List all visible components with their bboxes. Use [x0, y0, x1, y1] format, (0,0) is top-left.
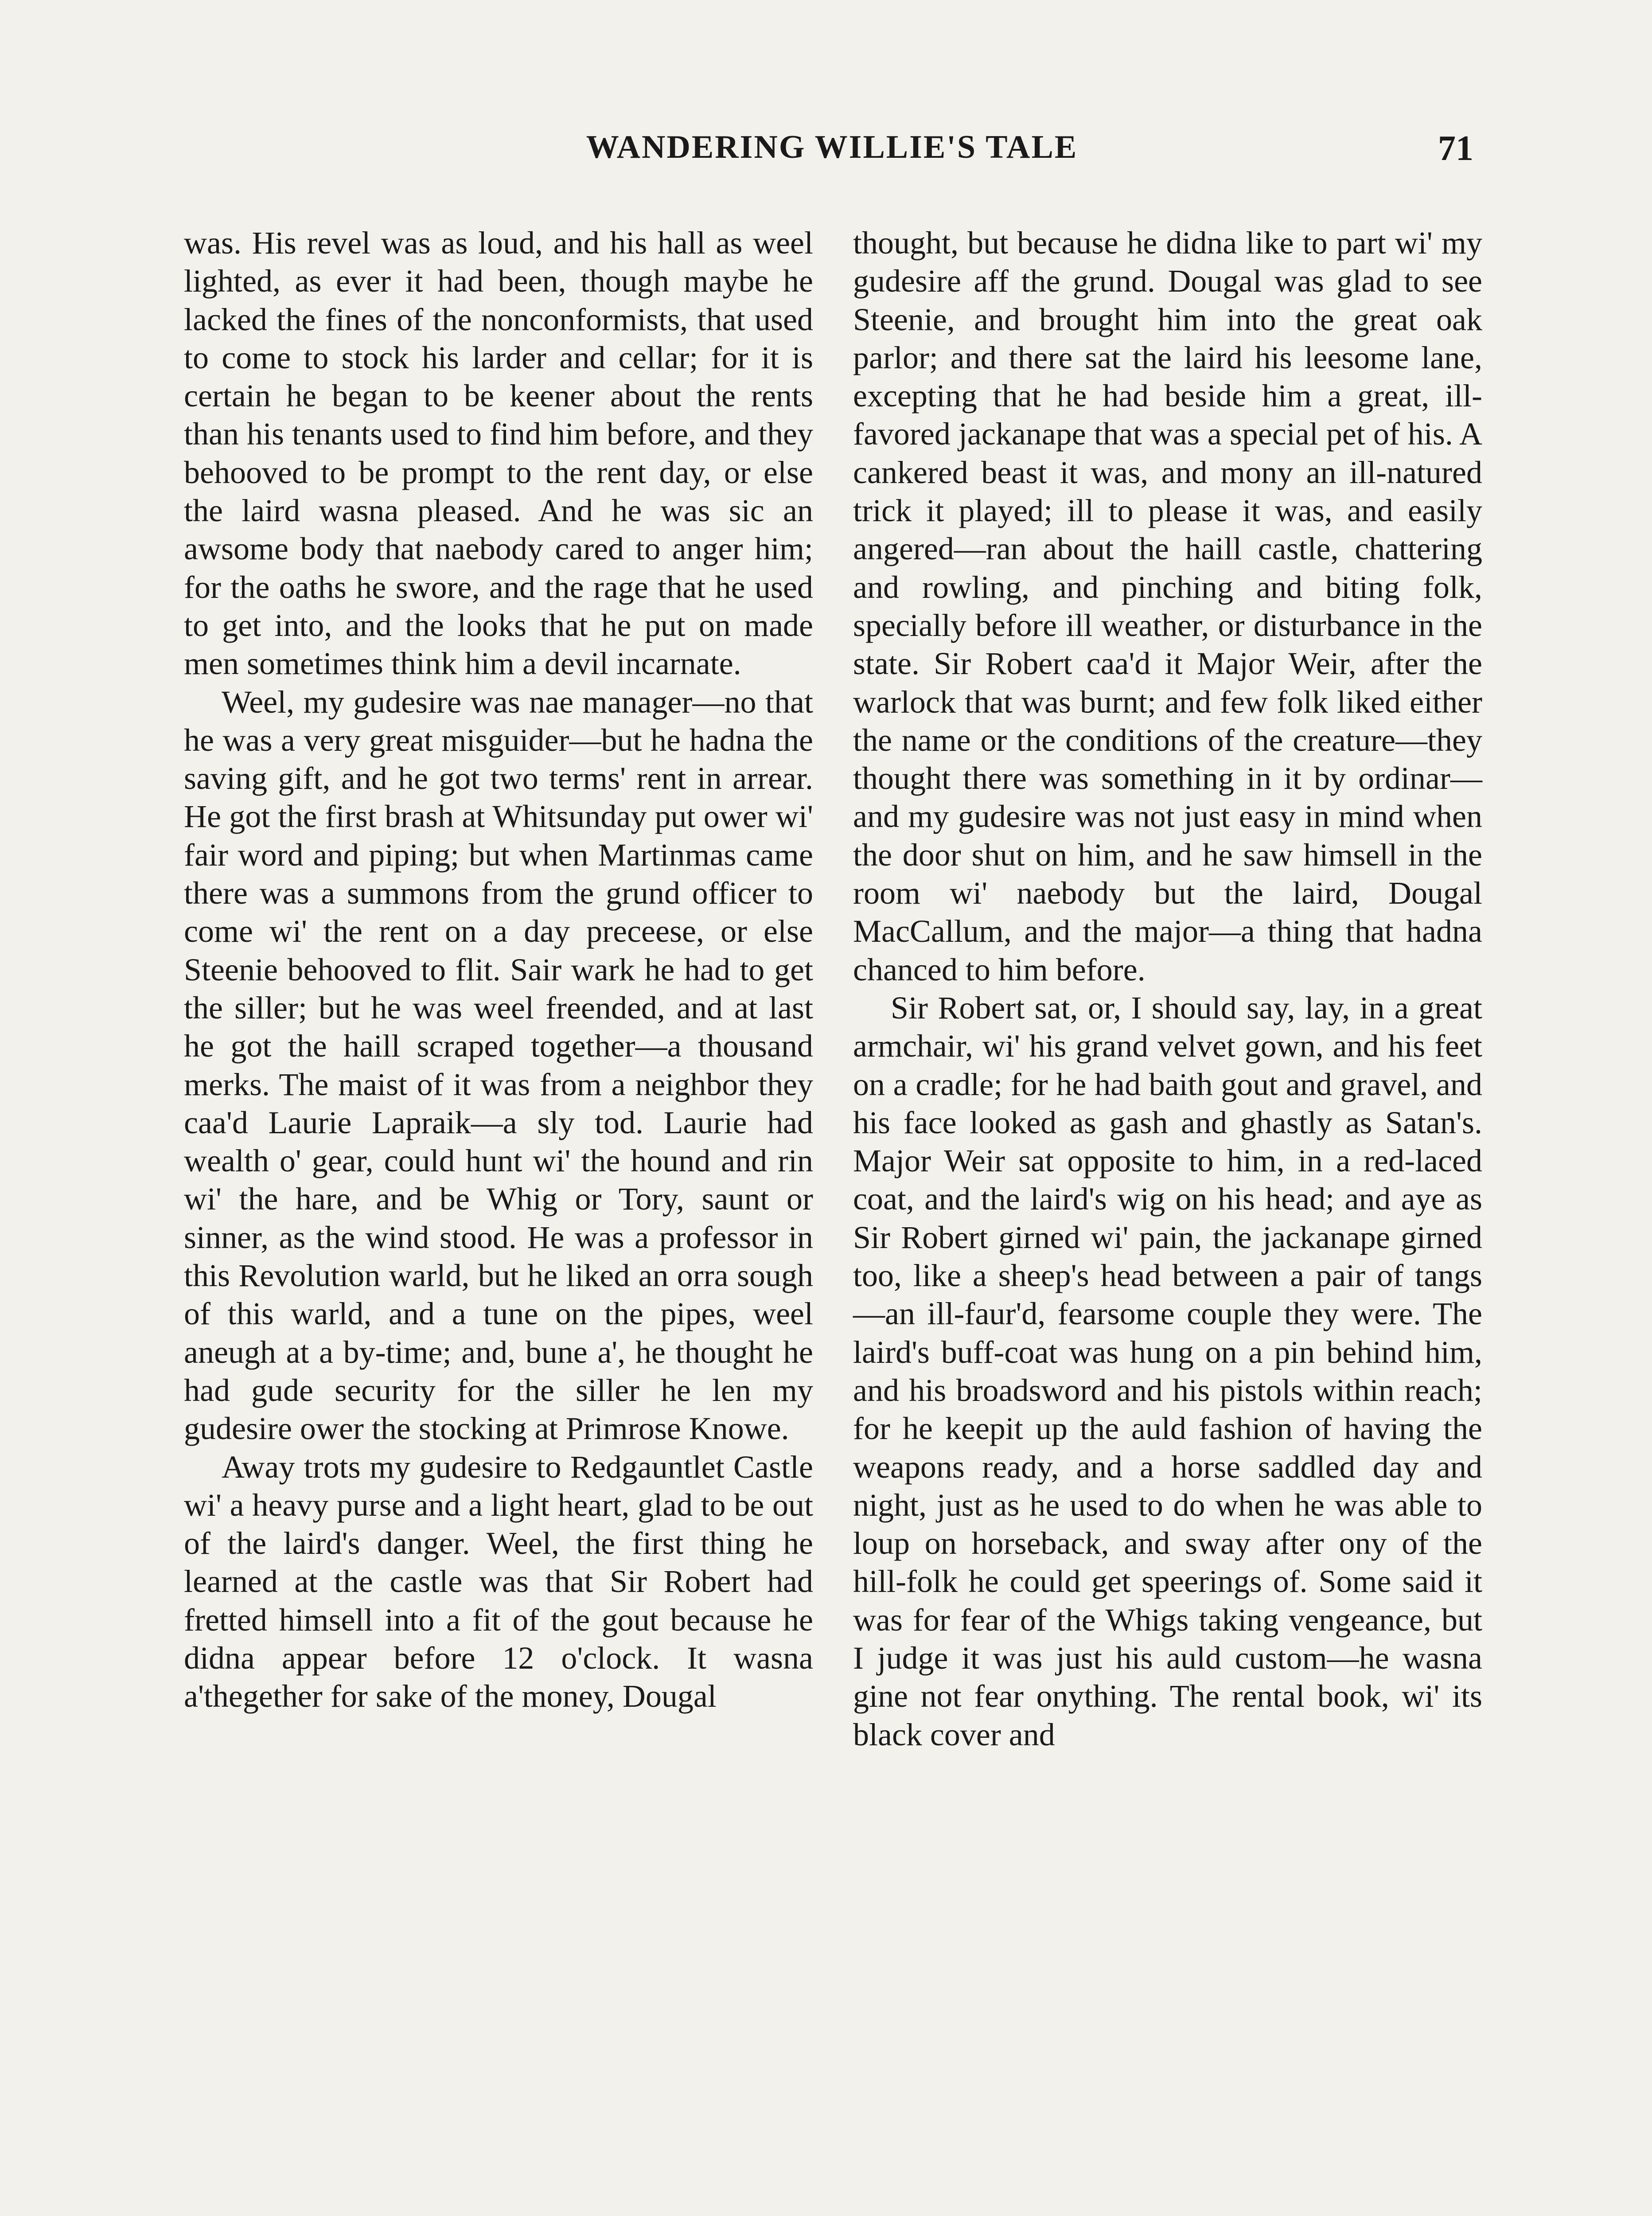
page-header — [182, 129, 1482, 177]
paragraph: Weel, my gudesire was nae manager—no that he was a very great misguider—but he hadna the saving gift, and he got two terms' rent in arrear. He got the first brash at Whitsunday put ower wi' fair word and piping; but when Martinmas came there was a summons from the grund officer to come wi' the rent on a day preceese, or else Steenie behooved to flit. Sair wark he had to get the siller; but he was weel freended, and at last he got the haill scraped together—a thousand merks. The maist of it was from a neighbor they caa'd Laurie Lapraik—a sly tod. Laurie had wealth o' gear, could hunt wi' the hound and rin wi' the hare, and be Whig or Tory, saunt or sinner, as the wind stood. He was a professor in this Revolution warld, but he liked an orra sough of this warld, and a tune on the pipes, weel aneugh at a by-time; and, bune a', he thought he had gude security for the siller he len my gudesire ower the stocking at Primrose Knowe. — [184, 684, 813, 1447]
right-column — [853, 224, 1482, 1754]
left-column — [184, 224, 813, 1716]
paragraph: thought, but because he didna like to part wi' my gudesire aff the grund. Dougal was glad to see Steenie, and brought him into the great oak parlor; and there sat the laird his leesome lane, excepting that he had beside him a great, ill-favored jackanape that was a special pet of his. A cankered beast it was, and mony an ill-natured trick it played; ill to please it was, and easily angered—ran about the haill castle, chattering and rowling, and pinching and biting folk, specially before ill weather, or disturbance in the state. Sir Robert caa'd it Major Weir, after the warlock that was burnt; and few folk liked either the name or the conditions of the creature—they thought there was something in it by ordinar—and my gudesire was not just easy in mind when the door shut on him, and he saw himsell in the room wi' naebody but the laird, Dougal MacCallum, and the major—a thing that hadna chanced to him before. — [853, 225, 1482, 987]
running-head: WANDERING WILLIE'S TALE — [586, 129, 1078, 165]
paragraph: Away trots my gudesire to Redgauntlet Castle wi' a heavy purse and a light heart, glad to be out of the laird's danger. Weel, the first thing he learned at the castle was that Sir Robert had fretted himsell into a fit of the gout because he didna appear before 12 o'clock. It wasna a'thegether for sake of the money, Dougal — [184, 1449, 813, 1714]
paragraph: was. His revel was as loud, and his hall as weel lighted, as ever it had been, though maybe he lacked the fines of the nonconformists, that used to come to stock his larder and cellar; for it is certain he began to be keener about the rents than his tenants used to find him before, and they behooved to be prompt to the rent day, or else the laird wasna pleased. And he was sic an awsome body that naebody cared to anger him; for the oaths he swore, and the rage that he used to get into, and the looks that he put on made men sometimes think him a devil incarnate. — [184, 225, 813, 682]
page-number: 71 — [1438, 129, 1473, 168]
paragraph: Sir Robert sat, or, I should say, lay, in a great armchair, wi' his grand velvet gown, and his feet on a cradle; for he had baith gout and gravel, and his face looked as gash and ghastly as Satan's. Major Weir sat opposite to him, in a red-laced coat, and the laird's wig on his head; and aye as Sir Robert girned wi' pain, the jackanape girned too, like a sheep's head between a pair of tangs—an ill-faur'd, fearsome couple they were. The laird's buff-coat was hung on a pin behind him, and his broadsword and his pistols within reach; for he keepit up the auld fashion of having the weapons ready, and a horse saddled day and night, just as he used to do when he was able to loup on horseback, and sway after ony of the hill-folk he could get speerings of. Some said it was for fear of the Whigs taking vengeance, but I judge it was just his auld custom—he wasna gine not fear onything. The rental book, wi' its black cover and — [853, 990, 1482, 1752]
